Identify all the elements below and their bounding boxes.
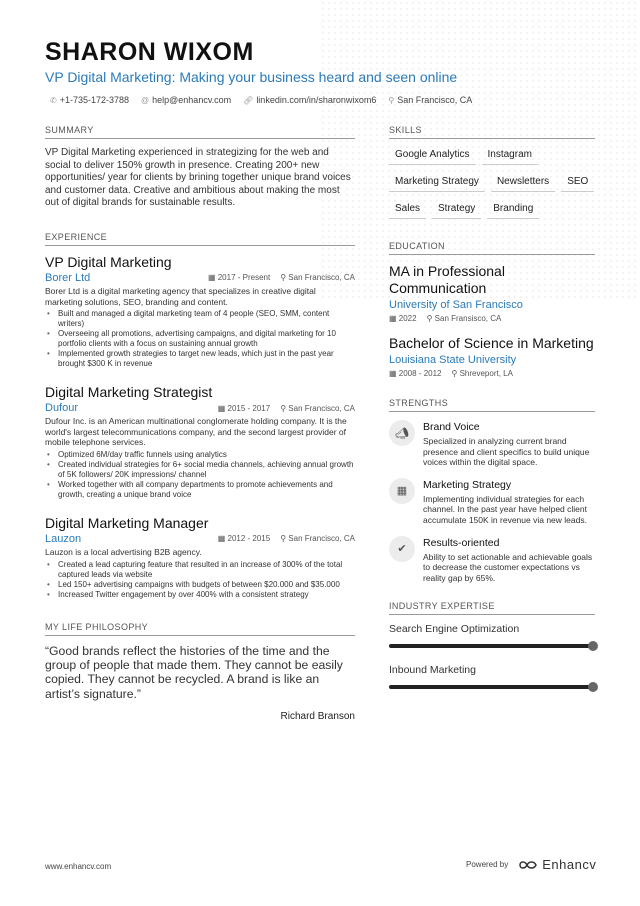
at-icon: @ <box>141 95 150 105</box>
job-dates: ▦ 2012 - 2015 <box>217 534 271 544</box>
job-bullets <box>45 309 355 369</box>
list-item: • Created a lead capturing feature that resulted in an increase of 300% of the total captured leads via website <box>45 560 355 580</box>
skill-tag: Instagram <box>482 147 538 165</box>
degree: MA in Professional Communication <box>389 263 505 296</box>
job-meta <box>45 533 355 545</box>
strength-title: Brand Voice <box>423 421 480 433</box>
strengths-title: STRENGTHS <box>389 398 595 412</box>
list-item: • Optimized 6M/day traffic funnels using analytics <box>45 450 355 460</box>
location-text: San Francisco, CA <box>397 95 473 105</box>
phone-icon: ✆ <box>50 95 57 105</box>
list-item: • Increased Twitter engagement by over 400% with a consistent strategy <box>45 590 355 600</box>
headline: VP Digital Marketing: Making your business heard and seen online <box>45 69 458 85</box>
strength-item <box>389 478 595 526</box>
job-meta <box>45 272 355 284</box>
job-dates: ▦ 2017 - Present <box>207 273 271 283</box>
job-location: ⚲ San Francisco, CA <box>280 273 355 283</box>
school: University of San Francisco <box>389 299 523 311</box>
expertise-bar <box>389 644 594 648</box>
company-name: Dufour <box>45 402 79 415</box>
skill-tag: Google Analytics <box>389 147 476 165</box>
company-name: Borer Ltd <box>45 271 91 284</box>
strength-title: Results-oriented <box>423 536 500 549</box>
enhancv-logo-icon <box>518 859 538 871</box>
email-text: help@enhancv.com <box>152 95 232 105</box>
list-item: • Implemented growth strategies to target new leads, which just in the past year brought $300 K in revenue <box>45 349 355 369</box>
edu-location: ⚲ San Fransisco, CA <box>426 314 502 323</box>
expertise-bar <box>389 685 594 689</box>
strength-text: Implementing individual strategies for each channel. In the past year have helped client accumulate 150K in revenue via new leads. <box>423 493 587 525</box>
calendar-icon: ▦ <box>389 369 399 378</box>
strength-item <box>389 420 595 468</box>
list-item: • Worked together with all company departments to promote achievements and growth, creating a unique brand voice <box>45 480 355 500</box>
skill-tag: Newsletters <box>491 174 555 192</box>
job-meta <box>45 402 355 414</box>
phone-text: +1-735-172-3788 <box>59 95 130 105</box>
philosophy-title: MY LIFE PHILOSOPHY <box>45 622 355 636</box>
footer-website[interactable]: www.enhancv.com <box>45 862 112 871</box>
job-location: ⚲ San Francisco, CA <box>280 403 355 413</box>
job-description: Lauzon is a local advertising B2B agency. <box>45 546 202 557</box>
edu-dates: ▦ 2008 - 2012 <box>389 369 442 378</box>
job-entry <box>45 515 355 600</box>
list-item: • Led 150+ advertising campaigns with budgets of between $20.000 and $35.000 <box>45 580 355 590</box>
job-title: VP Digital Marketing <box>45 253 172 270</box>
contact-location <box>388 95 472 105</box>
experience-title: EXPERIENCE <box>45 232 355 246</box>
list-item: • Overseeing all promotions, advertising campaigns, and digital marketing for 10 portfolio clients with a focus on sustaining annual growth <box>45 329 355 349</box>
company-name: Lauzon <box>45 532 82 545</box>
edu-dates: ▦ 2022 <box>389 314 417 323</box>
job-description: Dufour Inc. is an American multinational conglomerate holding company. It is the world's largest telecommunications company, and the second largest provider of mobile telephone services. <box>45 416 347 448</box>
job-bullets <box>45 450 355 500</box>
location-pin-icon: ⚲ <box>280 403 289 413</box>
education-entry <box>389 335 595 378</box>
left-column <box>45 125 355 722</box>
degree: Bachelor of Science in Marketing <box>389 335 594 351</box>
skills-list <box>389 147 595 219</box>
megaphone-icon: 📣︎ <box>389 420 415 446</box>
enhancv-logo[interactable] <box>518 857 596 872</box>
expertise-item <box>389 664 595 689</box>
strength-title: Marketing Strategy <box>423 478 512 491</box>
strength-text: Specialized in analyzing current brand presence and client specifics to build unique voices within the digital space. <box>423 436 590 468</box>
job-entry <box>45 254 355 369</box>
job-description: Borer Ltd is a digital marketing agency that specializes in creative digital marketing solutions, SEO, branding and content. <box>45 285 316 307</box>
job-dates: ▦ 2015 - 2017 <box>217 403 271 413</box>
job-title: Digital Marketing Manager <box>45 514 209 531</box>
contact-phone[interactable] <box>50 95 129 105</box>
linkedin-text: linkedin.com/in/sharonwixom6 <box>256 95 377 105</box>
summary-text: VP Digital Marketing experienced in strategizing for the web and social to deliver 150% growth in presence. Creating 200+ new opportunities/ year for clients by brining together unique brand voices and customer data. Creative and ambitious about making the most out of digital brands for sustainable results. <box>45 147 351 209</box>
brand-name: Enhancv <box>542 857 597 872</box>
candidate-name: SHARON WIXOM <box>45 38 254 66</box>
summary-title: SUMMARY <box>45 125 355 139</box>
calendar-icon: ▦ <box>217 534 228 544</box>
expertise-label: Inbound Marketing <box>389 664 476 677</box>
expertise-bar-handle <box>588 682 598 692</box>
location-pin-icon: ⚲ <box>426 314 435 323</box>
location-pin-icon: ⚲ <box>280 534 289 544</box>
education-title: EDUCATION <box>389 241 595 255</box>
contact-linkedin[interactable] <box>243 95 376 105</box>
location-pin-icon: ⚲ <box>280 273 289 283</box>
calendar-icon: ▦ <box>389 314 399 323</box>
job-bullets <box>45 560 355 600</box>
skill-tag: Strategy <box>432 201 481 219</box>
skill-tag: Marketing Strategy <box>389 174 485 192</box>
calendar-icon: ▦ <box>207 273 218 283</box>
philosophy-quote: “Good brands reflect the histories of the time and the group of people that made them. They cannot be easily copied. They cannot be recycled. A brand is like an artist’s signature.” <box>45 643 343 701</box>
job-title: Digital Marketing Strategist <box>45 384 213 401</box>
list-item: • Built and managed a digital marketing team of 4 people (SEO, SMM, content writers) <box>45 309 355 329</box>
job-location: ⚲ San Francisco, CA <box>280 534 355 544</box>
link-icon: 🔗︎ <box>243 95 254 105</box>
footer-brand <box>466 857 596 872</box>
skills-title: SKILLS <box>389 125 595 139</box>
powered-by-text: Powered by <box>466 860 509 869</box>
check-icon: ✔ <box>389 536 415 562</box>
skill-tag: Branding <box>487 201 539 219</box>
calendar-icon: ▦ <box>217 403 228 413</box>
expertise-bar-handle <box>588 641 598 651</box>
location-pin-icon: ⚲ <box>451 369 460 378</box>
skill-tag: SEO <box>561 174 594 192</box>
expertise-title: INDUSTRY EXPERTISE <box>389 601 595 615</box>
contact-email[interactable] <box>141 95 231 105</box>
school: Louisiana State University <box>389 354 517 366</box>
contact-row <box>50 95 472 105</box>
strength-item <box>389 536 595 584</box>
skill-tag: Sales <box>389 201 426 219</box>
list-item: • Created individual strategies for 6+ social media channels, achieving annual growth of 5K followers/ 20K impressions/ channel <box>45 460 355 480</box>
edu-location: ⚲ Shreveport, LA <box>451 369 513 378</box>
expertise-label: Search Engine Optimization <box>389 623 520 636</box>
calendar-icon: ▦ <box>389 478 415 504</box>
right-column <box>389 125 595 705</box>
location-pin-icon: ⚲ <box>388 95 395 105</box>
expertise-item <box>389 623 595 648</box>
job-entry <box>45 384 355 500</box>
education-entry <box>389 263 595 323</box>
strength-text: Ability to set actionable and achievable goals to decrease the customer expectations vs reality gap by 65%. <box>423 551 593 583</box>
quote-author: Richard Branson <box>280 711 355 723</box>
